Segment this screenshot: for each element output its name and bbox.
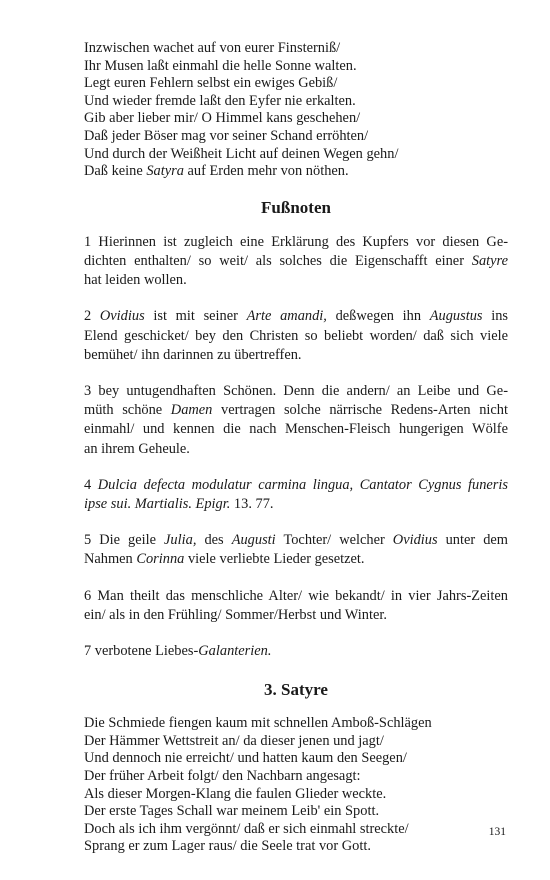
footnote-line: [84, 307, 508, 326]
verse-line: [84, 75, 508, 93]
verse-line: [84, 93, 508, 111]
text-run: unter dem: [437, 532, 508, 549]
text-run: 3 bey untugendhaften Schönen. Denn die andern/ an Leibe und Ge-: [84, 382, 508, 399]
footnote-line: [84, 606, 508, 625]
text-run: Und wieder fremde laßt den Eyfer nie erkalten.: [84, 92, 356, 109]
text-run: dichten enthalten/ so weit/ als solches die Eigenschafft einer: [84, 252, 472, 269]
text-run: 7 verbotene Liebes-: [84, 643, 199, 659]
verse-line: [84, 40, 508, 58]
text-run: viele verliebte Lieder gesetzet.: [184, 551, 365, 568]
italic-text: Ovidius: [392, 532, 438, 549]
footnote-line: [84, 550, 508, 569]
text-run: Gib aber lieber mir/ O Himmel kans geschehen/: [84, 110, 361, 127]
text-run: ins: [482, 308, 508, 325]
verse-line: [84, 768, 508, 786]
text-run: Sprang er zum Lager raus/ die Seele trat vor Gott.: [84, 838, 371, 855]
text-run: Inzwischen wachet auf von eurer Finsterniß/: [84, 40, 341, 56]
text-run: 1 Hierinnen ist zugleich eine Erklärung des Kupfers vor diesen Ge-: [84, 233, 508, 250]
verse-line: [84, 128, 508, 146]
footnote: [84, 531, 508, 569]
footnote: [84, 642, 508, 661]
footnote-line: [84, 271, 508, 290]
footnote-line: [84, 252, 508, 271]
text-run: Die Schmiede fiengen kaum mit schnellen Amboß-Schlägen: [84, 715, 432, 732]
italic-text: Augustus: [429, 308, 483, 325]
text-run: Daß keine: [84, 163, 147, 180]
italic-text: Ovidius: [99, 308, 145, 325]
text-run: Als dieser Morgen-Klang die faulen Glieder weckte.: [84, 785, 387, 802]
italic-text: Damen: [170, 402, 213, 419]
text-run: Doch als ich ihm vergönnt/ daß er sich einmahl streckte/: [84, 820, 409, 837]
verse-line: [84, 838, 508, 856]
text-run: ist mit seiner: [144, 308, 247, 325]
text-run: an ihrem Geheule.: [84, 440, 190, 457]
footnote-line: [84, 495, 508, 514]
text-run: bemühet/ ihn darinnen zu übertreffen.: [84, 346, 302, 363]
text-run: Der früher Arbeit folgt/ den Nachbarn angesagt:: [84, 767, 361, 784]
text-run: 2: [84, 308, 100, 325]
text-run: Tochter/ welcher: [275, 532, 393, 549]
verse-line: [84, 786, 508, 804]
verse-top: [84, 40, 508, 181]
footnote-line: [84, 346, 508, 365]
verse-line: [84, 146, 508, 164]
text-run: 5 Die geile: [84, 532, 165, 549]
italic-text: Galanterien.: [198, 643, 272, 659]
text-run: 13. 77.: [230, 495, 274, 512]
text-run: Der Hämmer Wettstreit an/ da dieser jenen und jagt/: [84, 732, 384, 749]
text-run: auf Erden mehr von nöthen.: [183, 163, 349, 180]
text-run: ein/ als in den Frühling/ Sommer/Herbst und Winter.: [84, 606, 387, 623]
footnote: [84, 476, 508, 514]
text-run: hat leiden wollen.: [84, 272, 187, 289]
footnote-line: [84, 476, 508, 495]
footnote-line: [84, 420, 508, 439]
italic-text: Satyra: [146, 163, 184, 180]
verse-line: [84, 733, 508, 751]
text-run: Ihr Musen laßt einmahl die helle Sonne walten.: [84, 57, 357, 74]
verse-line: [84, 110, 508, 128]
text-run: 4: [84, 476, 98, 493]
verse-line: [84, 715, 508, 733]
italic-text: Augusti: [231, 532, 276, 549]
footnotes-list: [84, 233, 508, 661]
italic-text: ipse sui. Martialis. Epigr.: [84, 495, 231, 512]
footnote-line: [84, 531, 508, 550]
footnote: [84, 382, 508, 459]
verse-line: [84, 803, 508, 821]
footnote: [84, 587, 508, 625]
footnote: [84, 307, 508, 365]
italic-text: Julia,: [164, 532, 197, 549]
text-run: deßwegen ihn: [326, 308, 430, 325]
text-run: Und dennoch nie erreicht/ und hatten kaum den Seegen/: [84, 750, 407, 767]
text-run: Der erste Tages Schall war meinem Leib' ein Spott.: [84, 803, 380, 820]
text-run: Und durch der Weißheit Licht auf deinen Wegen gehn/: [84, 145, 399, 162]
footnote-line: [84, 382, 508, 401]
italic-text: Arte amandi,: [246, 308, 327, 325]
text-run: 6 Man theilt das menschliche Alter/ wie bekandt/ in vier Jahrs-Zeiten: [84, 587, 508, 604]
footnotes-heading: Fußnoten: [261, 197, 331, 217]
text-run: vertragen solche närrische Redens-Arten nicht: [212, 402, 508, 419]
italic-text: Dulcia defecta modulatur carmina lingua, Cantator Cygnus funeris: [97, 476, 508, 493]
page-body: [84, 40, 508, 856]
footnote-line: [84, 587, 508, 606]
footnote-line: [84, 233, 508, 252]
text-run: Daß jeder Böser mag vor seiner Schand erröhten/: [84, 127, 369, 144]
text-run: Nahmen: [84, 551, 137, 568]
footnote-line: [84, 401, 508, 420]
footnote-line: [84, 642, 508, 661]
satyre-heading: 3. Satyre: [264, 680, 328, 700]
page-number: 131: [488, 826, 506, 838]
text-run: des: [196, 532, 232, 549]
text-run: einmahl/ und kennen die nach Menschen-Fleisch hungerigen Wölfe: [84, 421, 508, 438]
italic-text: Corinna: [136, 551, 185, 568]
text-run: Elend geschicket/ bey den Christen so beliebt worden/ daß sich viele: [84, 327, 508, 344]
verse-line: [84, 750, 508, 768]
verse-line: [84, 821, 508, 839]
footnote-line: [84, 440, 508, 459]
text-run: müth schöne: [84, 402, 171, 419]
footnote-line: [84, 327, 508, 346]
text-run: Legt euren Fehlern selbst ein ewiges Gebiß/: [84, 75, 338, 92]
italic-text: Satyre: [471, 252, 508, 269]
footnote: [84, 233, 508, 291]
verse-bottom: [84, 715, 508, 856]
verse-line: [84, 58, 508, 76]
verse-line: [84, 163, 508, 181]
